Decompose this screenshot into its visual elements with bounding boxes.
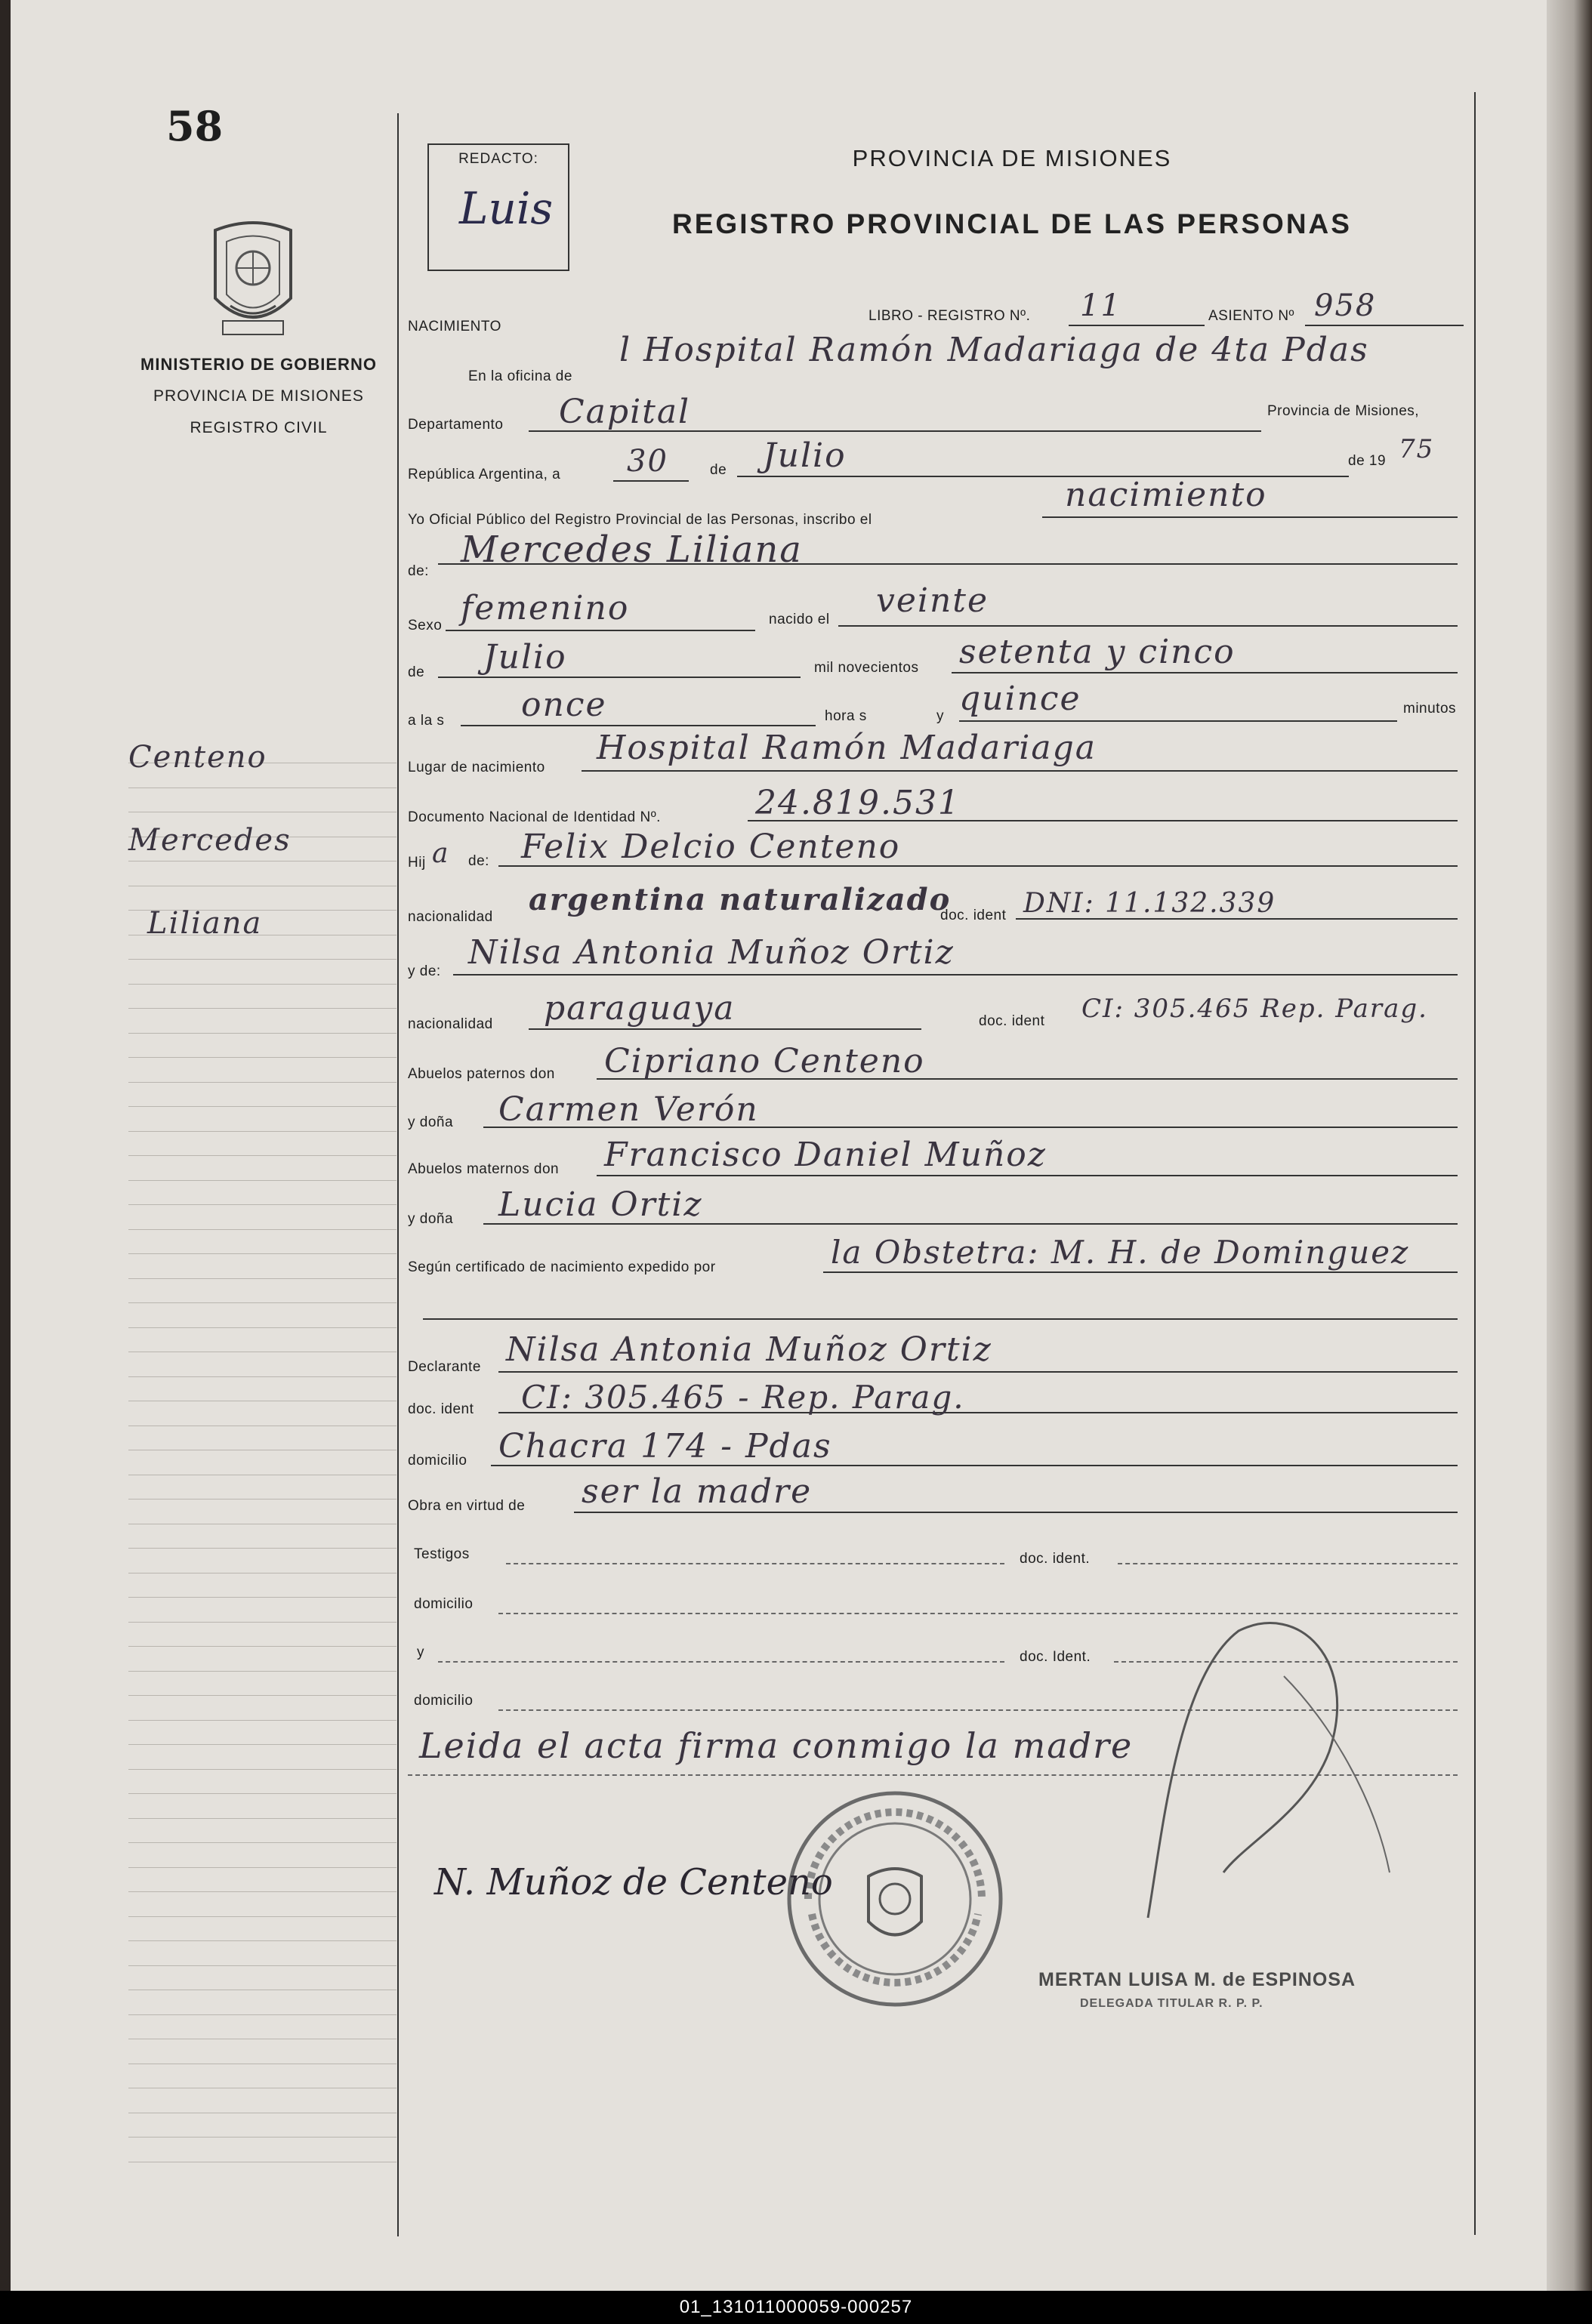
certificado-label: Según certificado de nacimiento expedido por (408, 1259, 716, 1275)
form-right-border (1474, 92, 1476, 2235)
margin-ruled-line (128, 1720, 396, 1721)
abuelos-maternos-line (597, 1175, 1458, 1176)
lugar-value: Hospital Ramón Madariaga (597, 729, 1097, 767)
certificado-extra-line (423, 1318, 1458, 1320)
testigo1-domicilio-label: domicilio (414, 1596, 474, 1612)
doc-madre-value: CI: 305.465 Rep. Parag. (1081, 994, 1428, 1024)
declarante-label: Declarante (408, 1359, 481, 1375)
madre-value: Nilsa Antonia Muñoz Ortiz (468, 933, 955, 972)
nacido-value: veinte (876, 581, 989, 620)
redacto-box (427, 143, 569, 271)
testigo2-line (438, 1661, 1004, 1663)
margin-ruled-line (128, 2137, 396, 2138)
testigo1-doc-line (1118, 1563, 1458, 1564)
oficina-label: En la oficina de (468, 368, 572, 384)
hora-value: once (521, 686, 607, 724)
lugar-line (582, 770, 1458, 772)
closing-statement: Leida el acta firma conmigo la madre (419, 1725, 1134, 1766)
declarante-value: Nilsa Antonia Muñoz Ortiz (506, 1330, 992, 1369)
margin-note-first-name: Mercedes (128, 823, 292, 858)
padre-value: Felix Delcio Centeno (521, 828, 901, 866)
hija-de-label: de: (468, 853, 489, 869)
margin-ruled-line (128, 1940, 396, 1941)
record-type-label: NACIMIENTO (408, 319, 501, 334)
hora-line (461, 725, 816, 726)
nacionalidad-madre-line (529, 1028, 921, 1030)
official-stamp-name: MERTAN LUISA M. de ESPINOSA (1038, 1969, 1356, 1990)
pen-stroke-mark (1133, 1601, 1405, 1933)
margin-ruled-line (128, 1695, 396, 1696)
margin-ruled-line (128, 1499, 396, 1500)
abuela-paterna-label: y doña (408, 1114, 454, 1130)
mil-value: setenta y cinco (959, 633, 1236, 671)
margin-ruled-line (128, 1204, 396, 1205)
domicilio-label: domicilio (408, 1453, 467, 1469)
dni-label: Documento Nacional de Identidad Nº. (408, 809, 661, 825)
provincia-label: Provincia de Misiones, (1267, 403, 1420, 419)
name-value: Mercedes Liliana (461, 529, 803, 571)
minutos-label: minutos (1403, 701, 1457, 717)
ministry-province: PROVINCIA DE MISIONES (153, 387, 364, 405)
nacido-line (838, 625, 1458, 627)
mother-signature: N. Muñoz de Centeno (434, 1861, 833, 1903)
certificado-line (823, 1271, 1458, 1273)
form-left-border (397, 113, 399, 2236)
madre-de-label: y de: (408, 963, 441, 979)
margin-ruled-line (128, 1597, 396, 1598)
margin-ruled-line (128, 1891, 396, 1892)
margin-ruled-line (128, 1278, 396, 1279)
margin-ruled-line (128, 1842, 396, 1843)
margin-ruled-line (128, 1769, 396, 1770)
margin-ruled-line (128, 1646, 396, 1647)
certificado-value: la Obstetra: M. H. de Dominguez (831, 1234, 1410, 1271)
margin-ruled-line (128, 1057, 396, 1058)
margin-ruled-line (128, 1131, 396, 1132)
year-value: 75 (1399, 434, 1435, 464)
margin-ruled-line (128, 1916, 396, 1917)
margin-ruled-line (128, 1327, 396, 1328)
lugar-label: Lugar de nacimiento (408, 760, 545, 775)
republica-label: República Argentina, a (408, 467, 561, 482)
abuela-materna-value: Lucia Ortiz (498, 1185, 703, 1224)
ministry-header (113, 349, 404, 444)
sexo-label: Sexo (408, 618, 443, 633)
domicilio-value: Chacra 174 - Pdas (498, 1427, 832, 1466)
libro-label: LIBRO - REGISTRO Nº. (869, 308, 1031, 324)
margin-ruled-line (128, 1744, 396, 1745)
hija-label: Hij (408, 855, 426, 871)
abuela-paterna-value: Carmen Verón (498, 1090, 759, 1129)
doc-madre-label: doc. ident (979, 1013, 1045, 1029)
sexo-line (446, 630, 755, 631)
testigo2-y-label: y (417, 1644, 424, 1660)
margin-ruled-line (128, 1793, 396, 1794)
departamento-label: Departamento (408, 417, 504, 433)
libro-value: 11 (1080, 288, 1121, 323)
mil-line (952, 672, 1458, 673)
testigos-label: Testigos (414, 1546, 470, 1562)
nacido-label: nacido el (769, 612, 830, 627)
sexo-value: femenino (461, 589, 630, 627)
inscribo-label: Yo Oficial Público del Registro Provincial de las Personas, inscribo el (408, 512, 872, 528)
minutos-value: quince (959, 680, 1081, 718)
y-label: y (936, 708, 944, 724)
inscribo-value: nacimiento (1065, 476, 1267, 514)
doc-padre-label: doc. ident (940, 908, 1007, 923)
dni-value: 24.819.531 (755, 784, 961, 822)
nacionalidad-padre-label: nacionalidad (408, 909, 493, 925)
margin-ruled-line (128, 1229, 396, 1230)
doc-declarante-label: doc. ident (408, 1401, 474, 1417)
date-de-label: de (710, 462, 727, 478)
ministry-title: MINISTERIO DE GOBIERNO (140, 355, 377, 374)
official-stamp-role: DELEGADA TITULAR R. P. P. (1080, 1997, 1263, 2010)
margin-ruled-line (128, 1965, 396, 1966)
testigo1-doc-label: doc. ident. (1020, 1551, 1091, 1567)
oficina-value: l Hospital Ramón Madariaga de 4ta Pdas (619, 331, 1369, 369)
declarante-line (498, 1371, 1458, 1373)
margin-ruled-line (128, 1106, 396, 1107)
testigos-line (506, 1563, 1004, 1564)
margin-ruled-line (128, 1155, 396, 1156)
margin-ruled-line (128, 1302, 396, 1303)
abuelos-paternos-label: Abuelos paternos don (408, 1066, 555, 1082)
abuelos-maternos-value: Francisco Daniel Muñoz (604, 1136, 1047, 1174)
margin-ruled-line (128, 1253, 396, 1254)
doc-declarante-value: CI: 305.465 - Rep. Parag. (521, 1379, 965, 1416)
mes-line (438, 677, 801, 678)
header-title: REGISTRO PROVINCIAL DE LAS PERSONAS (672, 208, 1352, 239)
madre-line (453, 974, 1458, 976)
margin-ruled-line (128, 1818, 396, 1819)
margin-ruled-line (128, 1008, 396, 1009)
margin-note-second-name: Liliana (147, 906, 263, 941)
image-id-footer: 01_131011000059-000257 (0, 2291, 1592, 2324)
margin-ruled-line (128, 1376, 396, 1377)
day-line (613, 480, 689, 482)
margin-ruled-line (128, 959, 396, 960)
folio-number: 58 (166, 102, 224, 150)
hija-suffix: a (432, 838, 450, 869)
mil-label: mil novecientos (814, 660, 919, 676)
obra-value: ser la madre (582, 1472, 813, 1511)
abuela-materna-label: y doña (408, 1211, 454, 1227)
margin-ruled-line (128, 1180, 396, 1181)
margin-ruled-line (128, 1548, 396, 1549)
year-label: de 19 (1348, 453, 1387, 469)
obra-line (574, 1512, 1458, 1513)
mes-value: Julio (483, 638, 567, 677)
testigo2-domicilio-label: domicilio (414, 1693, 474, 1709)
doc-padre-value: DNI: 11.132.339 (1023, 888, 1276, 919)
inscribo-line (1042, 516, 1458, 518)
testigo2-doc-label: doc. Ident. (1020, 1649, 1091, 1665)
alas-label: a la s (408, 713, 445, 729)
name-de-label: de: (408, 563, 429, 579)
margin-ruled-line (128, 1671, 396, 1672)
margin-ruled-line (128, 2014, 396, 2015)
horas-label: hora s (825, 708, 867, 724)
nacionalidad-madre-label: nacionalidad (408, 1016, 493, 1032)
abuelos-paternos-value: Cipriano Centeno (604, 1042, 925, 1080)
margin-note-surname: Centeno (128, 740, 267, 775)
redacto-label: REDACTO: (458, 151, 538, 167)
obra-label: Obra en virtud de (408, 1498, 526, 1514)
margin-ruled-line (128, 1622, 396, 1623)
margin-ruled-line (128, 1867, 396, 1868)
abuelos-maternos-label: Abuelos maternos don (408, 1161, 560, 1177)
mes-de-label: de (408, 664, 425, 680)
libro-line (1069, 325, 1205, 326)
margin-ruled-line (128, 1082, 396, 1083)
minutos-line (959, 720, 1397, 722)
ministry-office: REGISTRO CIVIL (190, 419, 328, 436)
month-value: Julio (763, 436, 847, 475)
margin-ruled-line (128, 1033, 396, 1034)
asiento-value: 958 (1314, 288, 1377, 323)
asiento-label: ASIENTO Nº (1208, 308, 1294, 324)
provincial-coat-of-arms-icon (200, 215, 306, 344)
header-province: PROVINCIA DE MISIONES (852, 145, 1172, 171)
asiento-line (1305, 325, 1464, 326)
departamento-value: Capital (559, 393, 691, 431)
margin-ruled-line (128, 984, 396, 985)
book-edge (1547, 0, 1592, 2291)
nacionalidad-padre-value: argentina naturalizado (529, 882, 952, 917)
nacionalidad-madre-value: paraguaya (544, 989, 736, 1028)
redacto-signature: Luis (459, 183, 554, 234)
day-value: 30 (627, 444, 668, 479)
